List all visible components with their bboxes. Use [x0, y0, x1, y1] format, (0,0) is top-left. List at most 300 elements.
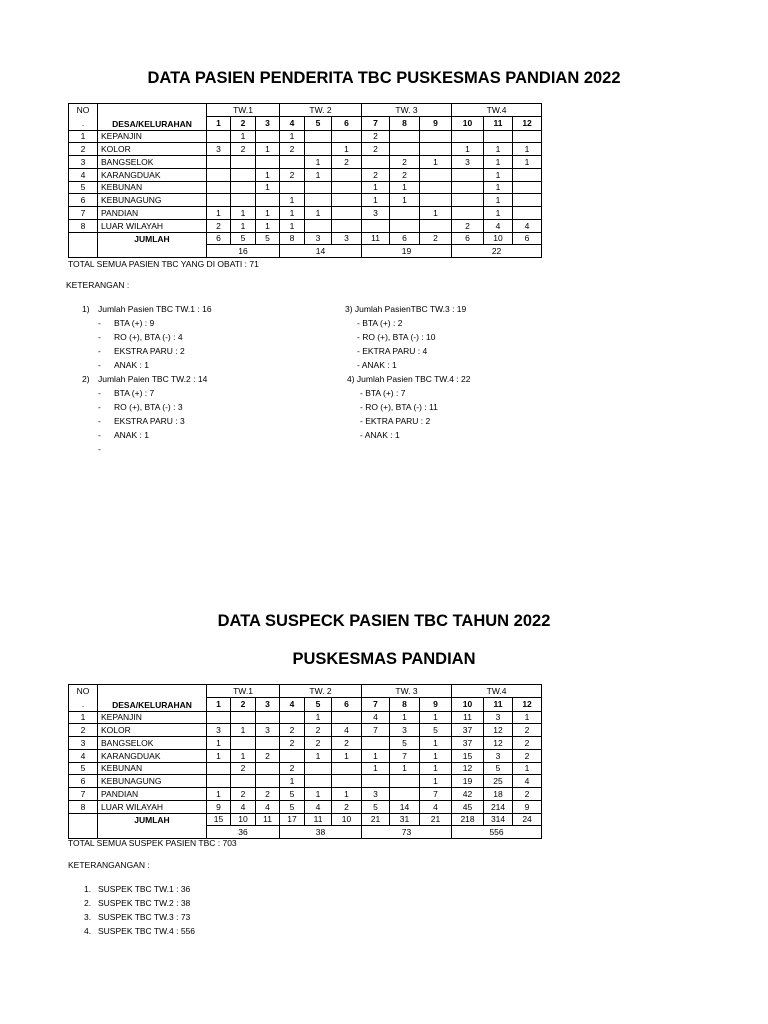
cell-value — [452, 168, 484, 181]
cell-value — [513, 194, 542, 207]
cell-value: 12 — [452, 762, 484, 775]
month-header: 1 — [207, 698, 231, 711]
cell-value — [207, 130, 231, 143]
cell-value — [256, 130, 280, 143]
month-header: 5 — [305, 698, 332, 711]
cell-value: 2 — [390, 156, 420, 169]
cell-value: 7 — [390, 749, 420, 762]
note-heading-item: 3) Jumlah PasienTBC TW.3 : 19 — [345, 304, 467, 314]
cell-value: 2 — [362, 130, 390, 143]
note-text: BTA (+) : 9 — [114, 318, 155, 328]
cell-value — [390, 130, 420, 143]
table-row — [69, 762, 542, 775]
cell-value — [305, 130, 332, 143]
cell-value: 2 — [280, 168, 305, 181]
cell-value: 3 — [452, 156, 484, 169]
village-header: DESA/KELURAHAN — [98, 104, 207, 131]
quarter-total-4: 556 — [452, 826, 542, 839]
cell-value — [390, 207, 420, 220]
cell-value: 1 — [362, 194, 390, 207]
cell-value: 2 — [362, 143, 390, 156]
row-number: 4 — [69, 749, 98, 762]
cell-value: 3 — [207, 143, 231, 156]
note-heading-item: 4) Jumlah Pasien TBC TW.4 : 22 — [347, 374, 471, 384]
cell-value: 2 — [332, 800, 362, 813]
cell-value — [256, 194, 280, 207]
report1-title: DATA PASIEN PENDERITA TBC PUSKESMAS PANDIAN 2022 — [147, 69, 621, 87]
note-text: RO (+), BTA (-) : 4 — [114, 332, 183, 342]
cell-value — [484, 130, 513, 143]
cell-value: 1 — [420, 749, 452, 762]
dash-marker: - — [98, 402, 101, 412]
notes-group-tw4 — [347, 372, 470, 442]
row-number: 6 — [69, 775, 98, 788]
cell-value: 2 — [513, 737, 542, 750]
month-header: 11 — [484, 698, 513, 711]
list-item — [84, 924, 195, 938]
quarter-total-3: 73 — [362, 826, 452, 839]
note-sub-item — [82, 316, 212, 330]
cell-value: 1 — [207, 749, 231, 762]
cell-value: 1 — [207, 737, 231, 750]
cell-value: 1 — [256, 168, 280, 181]
cell-value: 1 — [231, 207, 256, 220]
note-text: BTA (+) : 7 — [114, 388, 155, 398]
quarter-total-2: 38 — [280, 826, 362, 839]
cell-value: 3 — [362, 207, 390, 220]
total-value: 5 — [256, 232, 280, 245]
row-number: 7 — [69, 207, 98, 220]
cell-value — [332, 194, 362, 207]
total-value: 6 — [452, 232, 484, 245]
list-marker: 1) — [82, 304, 90, 314]
cell-value: 1 — [484, 156, 513, 169]
month-header: 7 — [362, 698, 390, 711]
cell-value — [452, 207, 484, 220]
cell-value — [231, 156, 256, 169]
notes-group-tw1 — [82, 302, 212, 372]
note-sub-item — [82, 358, 212, 372]
quarter-header-2: TW. 2 — [280, 685, 362, 698]
cell-value — [390, 219, 420, 232]
row-number: 8 — [69, 219, 98, 232]
cell-value: 9 — [207, 800, 231, 813]
cell-value: 1 — [332, 749, 362, 762]
report2-title: DATA SUSPECK PASIEN TBC TAHUN 2022 — [217, 612, 551, 630]
cell-value: 1 — [256, 181, 280, 194]
cell-value: 1 — [484, 143, 513, 156]
cell-value: 4 — [420, 800, 452, 813]
cell-value — [420, 130, 452, 143]
cell-value: 2 — [280, 762, 305, 775]
cell-value: 1 — [305, 207, 332, 220]
cell-value: 3 — [484, 749, 513, 762]
cell-value: 2 — [513, 788, 542, 801]
row-number: 6 — [69, 194, 98, 207]
total-value: 11 — [362, 232, 390, 245]
cell-value: 1 — [362, 749, 390, 762]
total-label: JUMLAH — [98, 813, 207, 839]
total-value: 6 — [513, 232, 542, 245]
cell-value: 37 — [452, 724, 484, 737]
note-sub-item — [82, 428, 207, 442]
cell-value — [280, 156, 305, 169]
cell-value: 1 — [484, 181, 513, 194]
cell-value: 2 — [513, 724, 542, 737]
list-item — [84, 896, 195, 910]
cell-value: 1 — [362, 762, 390, 775]
cell-value: 2 — [513, 749, 542, 762]
cell-value: 2 — [332, 156, 362, 169]
total-value: 5 — [231, 232, 256, 245]
table-row — [69, 800, 542, 813]
cell-value — [362, 775, 390, 788]
note-sub-item: - RO (+), BTA (-) : 10 — [357, 332, 436, 342]
suspect-table — [68, 684, 542, 839]
cell-value — [305, 219, 332, 232]
cell-value: 1 — [305, 711, 332, 724]
cell-value: 1 — [207, 207, 231, 220]
note-sub-item — [82, 330, 212, 344]
cell-value: 15 — [452, 749, 484, 762]
no-header — [69, 104, 98, 131]
cell-value: 1 — [452, 143, 484, 156]
cell-value: 4 — [513, 219, 542, 232]
note-text: ANAK : 1 — [114, 430, 149, 440]
cell-value: 1 — [207, 788, 231, 801]
table-row — [69, 168, 542, 181]
cell-value — [207, 181, 231, 194]
quarter-header-3: TW. 3 — [362, 104, 452, 117]
no-header-label: NO — [76, 105, 90, 115]
note-empty-item — [82, 442, 207, 456]
cell-value: 5 — [280, 800, 305, 813]
cell-value: 3 — [256, 724, 280, 737]
report2-subtitle: PUSKESMAS PANDIAN — [292, 650, 476, 668]
table-row — [69, 711, 542, 724]
cell-value — [207, 762, 231, 775]
row-number: 4 — [69, 168, 98, 181]
cell-value — [452, 130, 484, 143]
note-sub-item: - ANAK : 1 — [360, 430, 400, 440]
note-sub-item: - EKTRA PARU : 2 — [360, 416, 431, 426]
table-row — [69, 775, 542, 788]
cell-value — [256, 156, 280, 169]
cell-value: 4 — [362, 711, 390, 724]
dash-marker: - — [98, 318, 101, 328]
cell-value — [332, 219, 362, 232]
list-marker: 3. — [84, 912, 92, 922]
cell-value — [513, 181, 542, 194]
cell-value — [305, 194, 332, 207]
village-name: KARANGDUAK — [98, 749, 207, 762]
total-value: 10 — [332, 813, 362, 826]
cell-value: 1 — [420, 711, 452, 724]
cell-value — [362, 737, 390, 750]
cell-value — [513, 130, 542, 143]
cell-value — [256, 762, 280, 775]
note-sub-item — [82, 400, 207, 414]
list-marker: 2. — [84, 898, 92, 908]
cell-value: 5 — [280, 788, 305, 801]
table-row — [69, 181, 542, 194]
cell-value: 1 — [231, 749, 256, 762]
cell-value: 2 — [390, 168, 420, 181]
quarter-header-1: TW.1 — [207, 685, 280, 698]
cell-value — [420, 143, 452, 156]
cell-value: 2 — [452, 219, 484, 232]
cell-value — [332, 168, 362, 181]
cell-value: 2 — [231, 788, 256, 801]
cell-value: 1 — [280, 194, 305, 207]
cell-value: 1 — [390, 762, 420, 775]
cell-value — [231, 181, 256, 194]
cell-value: 4 — [305, 800, 332, 813]
cell-value — [207, 775, 231, 788]
total-value: 10 — [231, 813, 256, 826]
cell-value — [231, 775, 256, 788]
cell-value: 1 — [280, 207, 305, 220]
quarter-header-2: TW. 2 — [280, 104, 362, 117]
dash-marker: - — [98, 416, 101, 426]
total-value: 11 — [305, 813, 332, 826]
patient-table — [68, 103, 542, 258]
cell-value — [280, 749, 305, 762]
month-header: 12 — [513, 117, 542, 130]
month-header: 2 — [231, 698, 256, 711]
cell-value — [332, 711, 362, 724]
cell-value — [452, 194, 484, 207]
list-item — [84, 910, 195, 924]
cell-value: 7 — [362, 724, 390, 737]
patient-total-summary: TOTAL SEMUA PASIEN TBC YANG DI OBATI : 71 — [68, 259, 259, 269]
cell-value: 1 — [256, 207, 280, 220]
village-name: KEBUNAN — [98, 762, 207, 775]
quarter-total-3: 19 — [362, 245, 452, 258]
cell-value: 1 — [420, 207, 452, 220]
cell-value: 1 — [332, 788, 362, 801]
table-row — [69, 749, 542, 762]
table-row — [69, 219, 542, 232]
cell-value: 1 — [420, 156, 452, 169]
notes-group-tw3 — [345, 302, 466, 372]
row-number: 7 — [69, 788, 98, 801]
suspect-notes-list — [84, 882, 195, 938]
quarter-total-1: 16 — [207, 245, 280, 258]
cell-value — [207, 711, 231, 724]
cell-value — [305, 762, 332, 775]
no-header-label: NO — [76, 686, 90, 696]
cell-value: 9 — [513, 800, 542, 813]
month-header: 2 — [231, 117, 256, 130]
cell-value — [256, 711, 280, 724]
table-row — [69, 207, 542, 220]
cell-value — [332, 775, 362, 788]
cell-value: 1 — [280, 219, 305, 232]
cell-value: 25 — [484, 775, 513, 788]
cell-value: 1 — [390, 194, 420, 207]
cell-value: 42 — [452, 788, 484, 801]
cell-value — [231, 168, 256, 181]
village-name: PANDIAN — [98, 788, 207, 801]
note-text: SUSPEK TBC TW.4 : 556 — [98, 926, 196, 936]
cell-value — [420, 168, 452, 181]
total-row — [69, 813, 542, 826]
cell-value: 14 — [390, 800, 420, 813]
note-text: Jumlah Pasien TBC TW.1 : 16 — [98, 304, 212, 314]
dash-marker: - — [98, 360, 101, 370]
cell-value: 2 — [256, 788, 280, 801]
village-name: KARANGDUAK — [98, 168, 207, 181]
row-number: 3 — [69, 737, 98, 750]
note-text: ANAK : 1 — [114, 360, 149, 370]
cell-value: 5 — [362, 800, 390, 813]
village-name: LUAR WILAYAH — [98, 219, 207, 232]
dash-marker: - — [98, 388, 101, 398]
note-text: SUSPEK TBC TW.1 : 36 — [98, 884, 191, 894]
cell-value: 2 — [280, 737, 305, 750]
total-value: 21 — [362, 813, 390, 826]
quarter-header-3: TW. 3 — [362, 685, 452, 698]
month-header: 8 — [390, 698, 420, 711]
cell-value — [452, 181, 484, 194]
note-text: SUSPEK TBC TW.3 : 73 — [98, 912, 191, 922]
cell-value: 45 — [452, 800, 484, 813]
note-sub-item: - BTA (+) : 7 — [360, 388, 406, 398]
cell-value: 19 — [452, 775, 484, 788]
notes-group-tw2 — [82, 372, 207, 456]
month-header: 7 — [362, 117, 390, 130]
cell-value: 1 — [305, 168, 332, 181]
total-value: 15 — [207, 813, 231, 826]
total-value: 3 — [305, 232, 332, 245]
cell-value: 2 — [207, 219, 231, 232]
note-sub-item: - ANAK : 1 — [357, 360, 397, 370]
quarter-header-4: TW.4 — [452, 104, 542, 117]
month-header: 8 — [390, 117, 420, 130]
cell-value — [207, 168, 231, 181]
note-sub-item — [82, 414, 207, 428]
cell-value — [513, 207, 542, 220]
no-header — [69, 685, 98, 712]
total-value: 31 — [390, 813, 420, 826]
total-label: JUMLAH — [98, 232, 207, 258]
cell-value: 1 — [305, 749, 332, 762]
cell-value: 3 — [484, 711, 513, 724]
cell-value: 1 — [305, 156, 332, 169]
quarter-total-1: 36 — [207, 826, 280, 839]
cell-value — [390, 775, 420, 788]
cell-value: 1 — [280, 775, 305, 788]
list-marker: 2) — [82, 374, 90, 384]
village-name: KEBUNAGUNG — [98, 775, 207, 788]
table-row — [69, 130, 542, 143]
cell-value: 1 — [280, 130, 305, 143]
row-number: 5 — [69, 181, 98, 194]
row-number: 5 — [69, 762, 98, 775]
cell-value: 3 — [207, 724, 231, 737]
cell-value: 37 — [452, 737, 484, 750]
village-name: KEBUNAGUNG — [98, 194, 207, 207]
cell-value: 1 — [390, 181, 420, 194]
village-name: LUAR WILAYAH — [98, 800, 207, 813]
cell-value — [280, 711, 305, 724]
total-value: 2 — [420, 232, 452, 245]
row-number: 2 — [69, 724, 98, 737]
total-value: 24 — [513, 813, 542, 826]
no-header-dot: . — [81, 117, 85, 128]
village-name: KOLOR — [98, 143, 207, 156]
list-marker: 4. — [84, 926, 92, 936]
month-header: 6 — [332, 117, 362, 130]
month-header: 1 — [207, 117, 231, 130]
cell-value — [390, 788, 420, 801]
cell-value: 1 — [256, 143, 280, 156]
cell-value: 1 — [256, 219, 280, 232]
month-header: 9 — [420, 117, 452, 130]
month-header: 10 — [452, 117, 484, 130]
cell-value: 1 — [513, 711, 542, 724]
cell-value — [280, 181, 305, 194]
cell-value: 1 — [513, 762, 542, 775]
month-header: 10 — [452, 698, 484, 711]
suspect-notes-heading: KETERANGANGAN : — [68, 860, 150, 870]
village-name: KEBUNAN — [98, 181, 207, 194]
village-name: BANGSELOK — [98, 156, 207, 169]
cell-value: 1 — [484, 168, 513, 181]
cell-value: 2 — [305, 724, 332, 737]
cell-value — [256, 737, 280, 750]
cell-value — [332, 130, 362, 143]
row-number: 8 — [69, 800, 98, 813]
cell-value: 4 — [513, 775, 542, 788]
table-row — [69, 143, 542, 156]
cell-value: 1 — [305, 788, 332, 801]
month-header: 12 — [513, 698, 542, 711]
total-value: 10 — [484, 232, 513, 245]
cell-value — [305, 775, 332, 788]
quarter-header-1: TW.1 — [207, 104, 280, 117]
total-value: 218 — [452, 813, 484, 826]
dash-marker: - — [98, 346, 101, 356]
row-number: 2 — [69, 143, 98, 156]
cell-value: 7 — [420, 788, 452, 801]
total-value: 314 — [484, 813, 513, 826]
table-row — [69, 788, 542, 801]
cell-value — [256, 775, 280, 788]
list-item — [84, 882, 195, 896]
total-no-cell — [69, 232, 98, 258]
patient-table-body — [69, 104, 542, 258]
cell-value: 3 — [390, 724, 420, 737]
quarter-total-4: 22 — [452, 245, 542, 258]
note-sub-item: - BTA (+) : 2 — [357, 318, 403, 328]
cell-value — [305, 181, 332, 194]
note-text: Jumlah Paien TBC TW.2 : 14 — [98, 374, 208, 384]
cell-value — [390, 143, 420, 156]
village-name: KEPANJIN — [98, 130, 207, 143]
cell-value: 2 — [231, 143, 256, 156]
note-heading-item — [82, 302, 212, 316]
row-number: 1 — [69, 130, 98, 143]
cell-value: 2 — [280, 143, 305, 156]
village-name: BANGSELOK — [98, 737, 207, 750]
cell-value — [420, 181, 452, 194]
cell-value — [332, 207, 362, 220]
month-header: 9 — [420, 698, 452, 711]
cell-value: 2 — [256, 749, 280, 762]
cell-value: 1 — [420, 775, 452, 788]
